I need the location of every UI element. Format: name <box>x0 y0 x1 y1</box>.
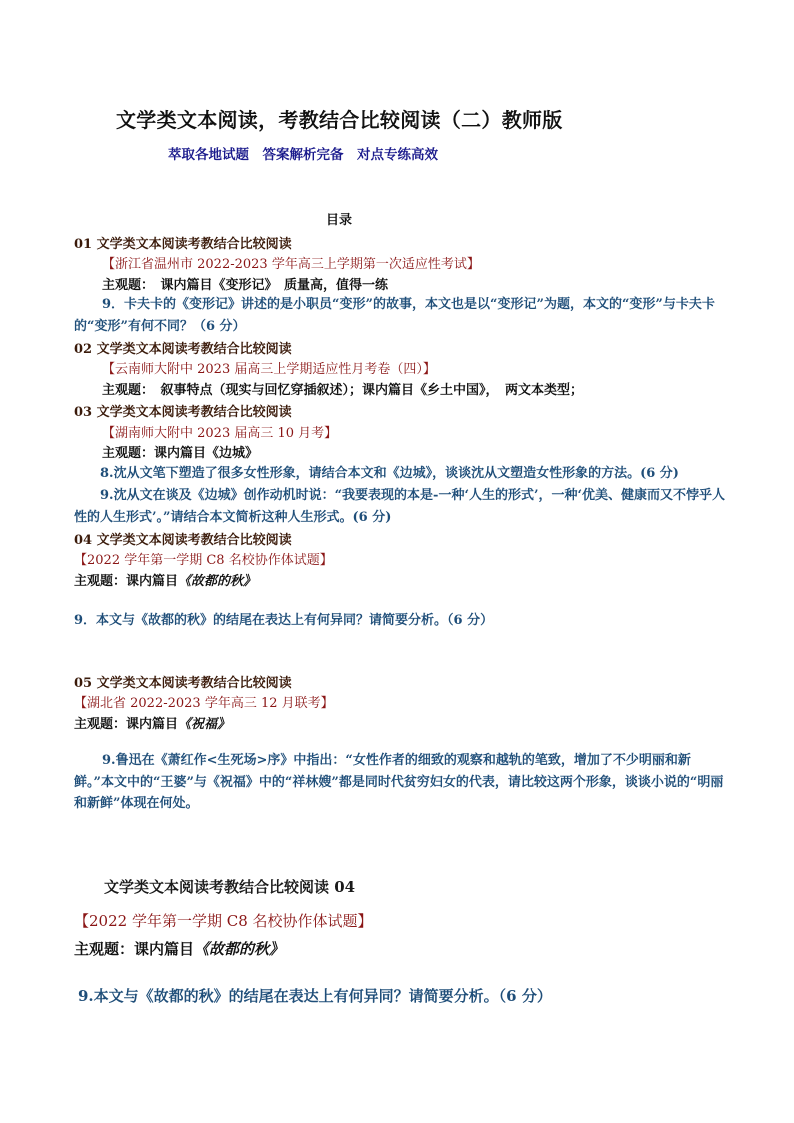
toc-section-05-title[interactable]: 05 文学类文本阅读考教结合比较阅读 <box>74 676 292 691</box>
toc-section-04-subjective: 主观题：课内篇目《故都的秋》 <box>74 574 257 589</box>
toc-section-02-subjective: 主观题： 叙事特点（现实与回忆穿插叙述）；课内篇目《乡土中国》， 两文本类型； <box>102 383 584 398</box>
toc-section-03-subjective: 主观题：课内篇目《边城》 <box>102 446 259 461</box>
body-question: 9.本文与《故都的秋》的结尾在表达上有何异同？请简要分析。（6 分） <box>78 987 552 1005</box>
toc-section-04-work: 《故都的秋》 <box>178 574 257 589</box>
toc-section-05-subjective: 主观题：课内篇目《祝福》 <box>74 717 231 732</box>
toc-section-05-source: 【湖北省 2022-2023 学年高三 12 月联考】 <box>74 696 334 711</box>
body-work: 《故都的秋》 <box>194 940 285 958</box>
toc-section-03-title[interactable]: 03 文学类文本阅读考教结合比较阅读 <box>74 405 292 420</box>
toc-section-04-title[interactable]: 04 文学类文本阅读考教结合比较阅读 <box>74 533 292 548</box>
toc-section-03-source: 【湖南师大附中 2023 届高三 10 月考】 <box>102 426 338 441</box>
toc-heading: 目录 <box>326 213 353 228</box>
toc-section-01-subjective: 主观题： 课内篇目《变形记》 质量高，值得一练 <box>102 278 389 293</box>
toc-section-02-title[interactable]: 02 文学类文本阅读考教结合比较阅读 <box>74 342 292 357</box>
toc-section-01-source: 【浙江省温州市 2022-2023 学年高三上学期第一次适应性考试】 <box>102 257 480 272</box>
body-subjective: 主观题：课内篇目《故都的秋》 <box>74 940 285 958</box>
toc-section-05-question: 9.鲁迅在《萧红作<生死场>序》中指出：“女性作者的细致的观察和越轨的笔致，增加了不少明丽和新鲜。”本文中的“王婆”与《祝福》中的“祥林嫂”都是同时代贫穷妇女的代表，请比较这两个形象，谈谈小说的“明丽和新鲜”体现在何处。 <box>74 753 724 811</box>
toc-section-03-question-9: 9.沈从文在谈及《边城》创作动机时说：“我要表现的本是-一种‘人生的形式’，一种‘优美、健康而又不悖乎人性的人生形式’。”请结合本文简析这种人生形式。(6 分) <box>74 488 726 525</box>
toc-section-02-source: 【云南师大附中 2023 届高三上学期适应性月考卷（四）】 <box>102 362 436 377</box>
body-section-title: 文学类文本阅读考教结合比较阅读 04 <box>104 878 356 896</box>
toc-section-04-source: 【2022 学年第一学期 C8 名校协作体试题】 <box>74 553 333 568</box>
page-subtitle: 萃取各地试题 答案解析完备 对点专练高效 <box>168 147 438 163</box>
body-source: 【2022 学年第一学期 C8 名校协作体试题】 <box>74 912 373 930</box>
toc-section-05-work: 《祝福》 <box>178 717 231 732</box>
toc-section-01-question: 9．卡夫卡的《变形记》讲述的是小职员“变形”的故事，本文也是以“变形记”为题，本文的“变形”与卡夫卡的“变形”有何不同？（6 分） <box>74 297 715 334</box>
page-title: 文学类文本阅读，考教结合比较阅读（二）教师版 <box>116 108 563 132</box>
toc-section-01-title[interactable]: 01 文学类文本阅读考教结合比较阅读 <box>74 237 292 252</box>
toc-section-03-question-8: 8.沈从文笔下塑造了很多女性形象，请结合本文和《边城》，谈谈沈从文塑造女性形象的方法。(6 分) <box>100 466 679 481</box>
toc-section-04-question: 9．本文与《故都的秋》的结尾在表达上有何异同？请简要分析。（6 分） <box>74 613 494 628</box>
